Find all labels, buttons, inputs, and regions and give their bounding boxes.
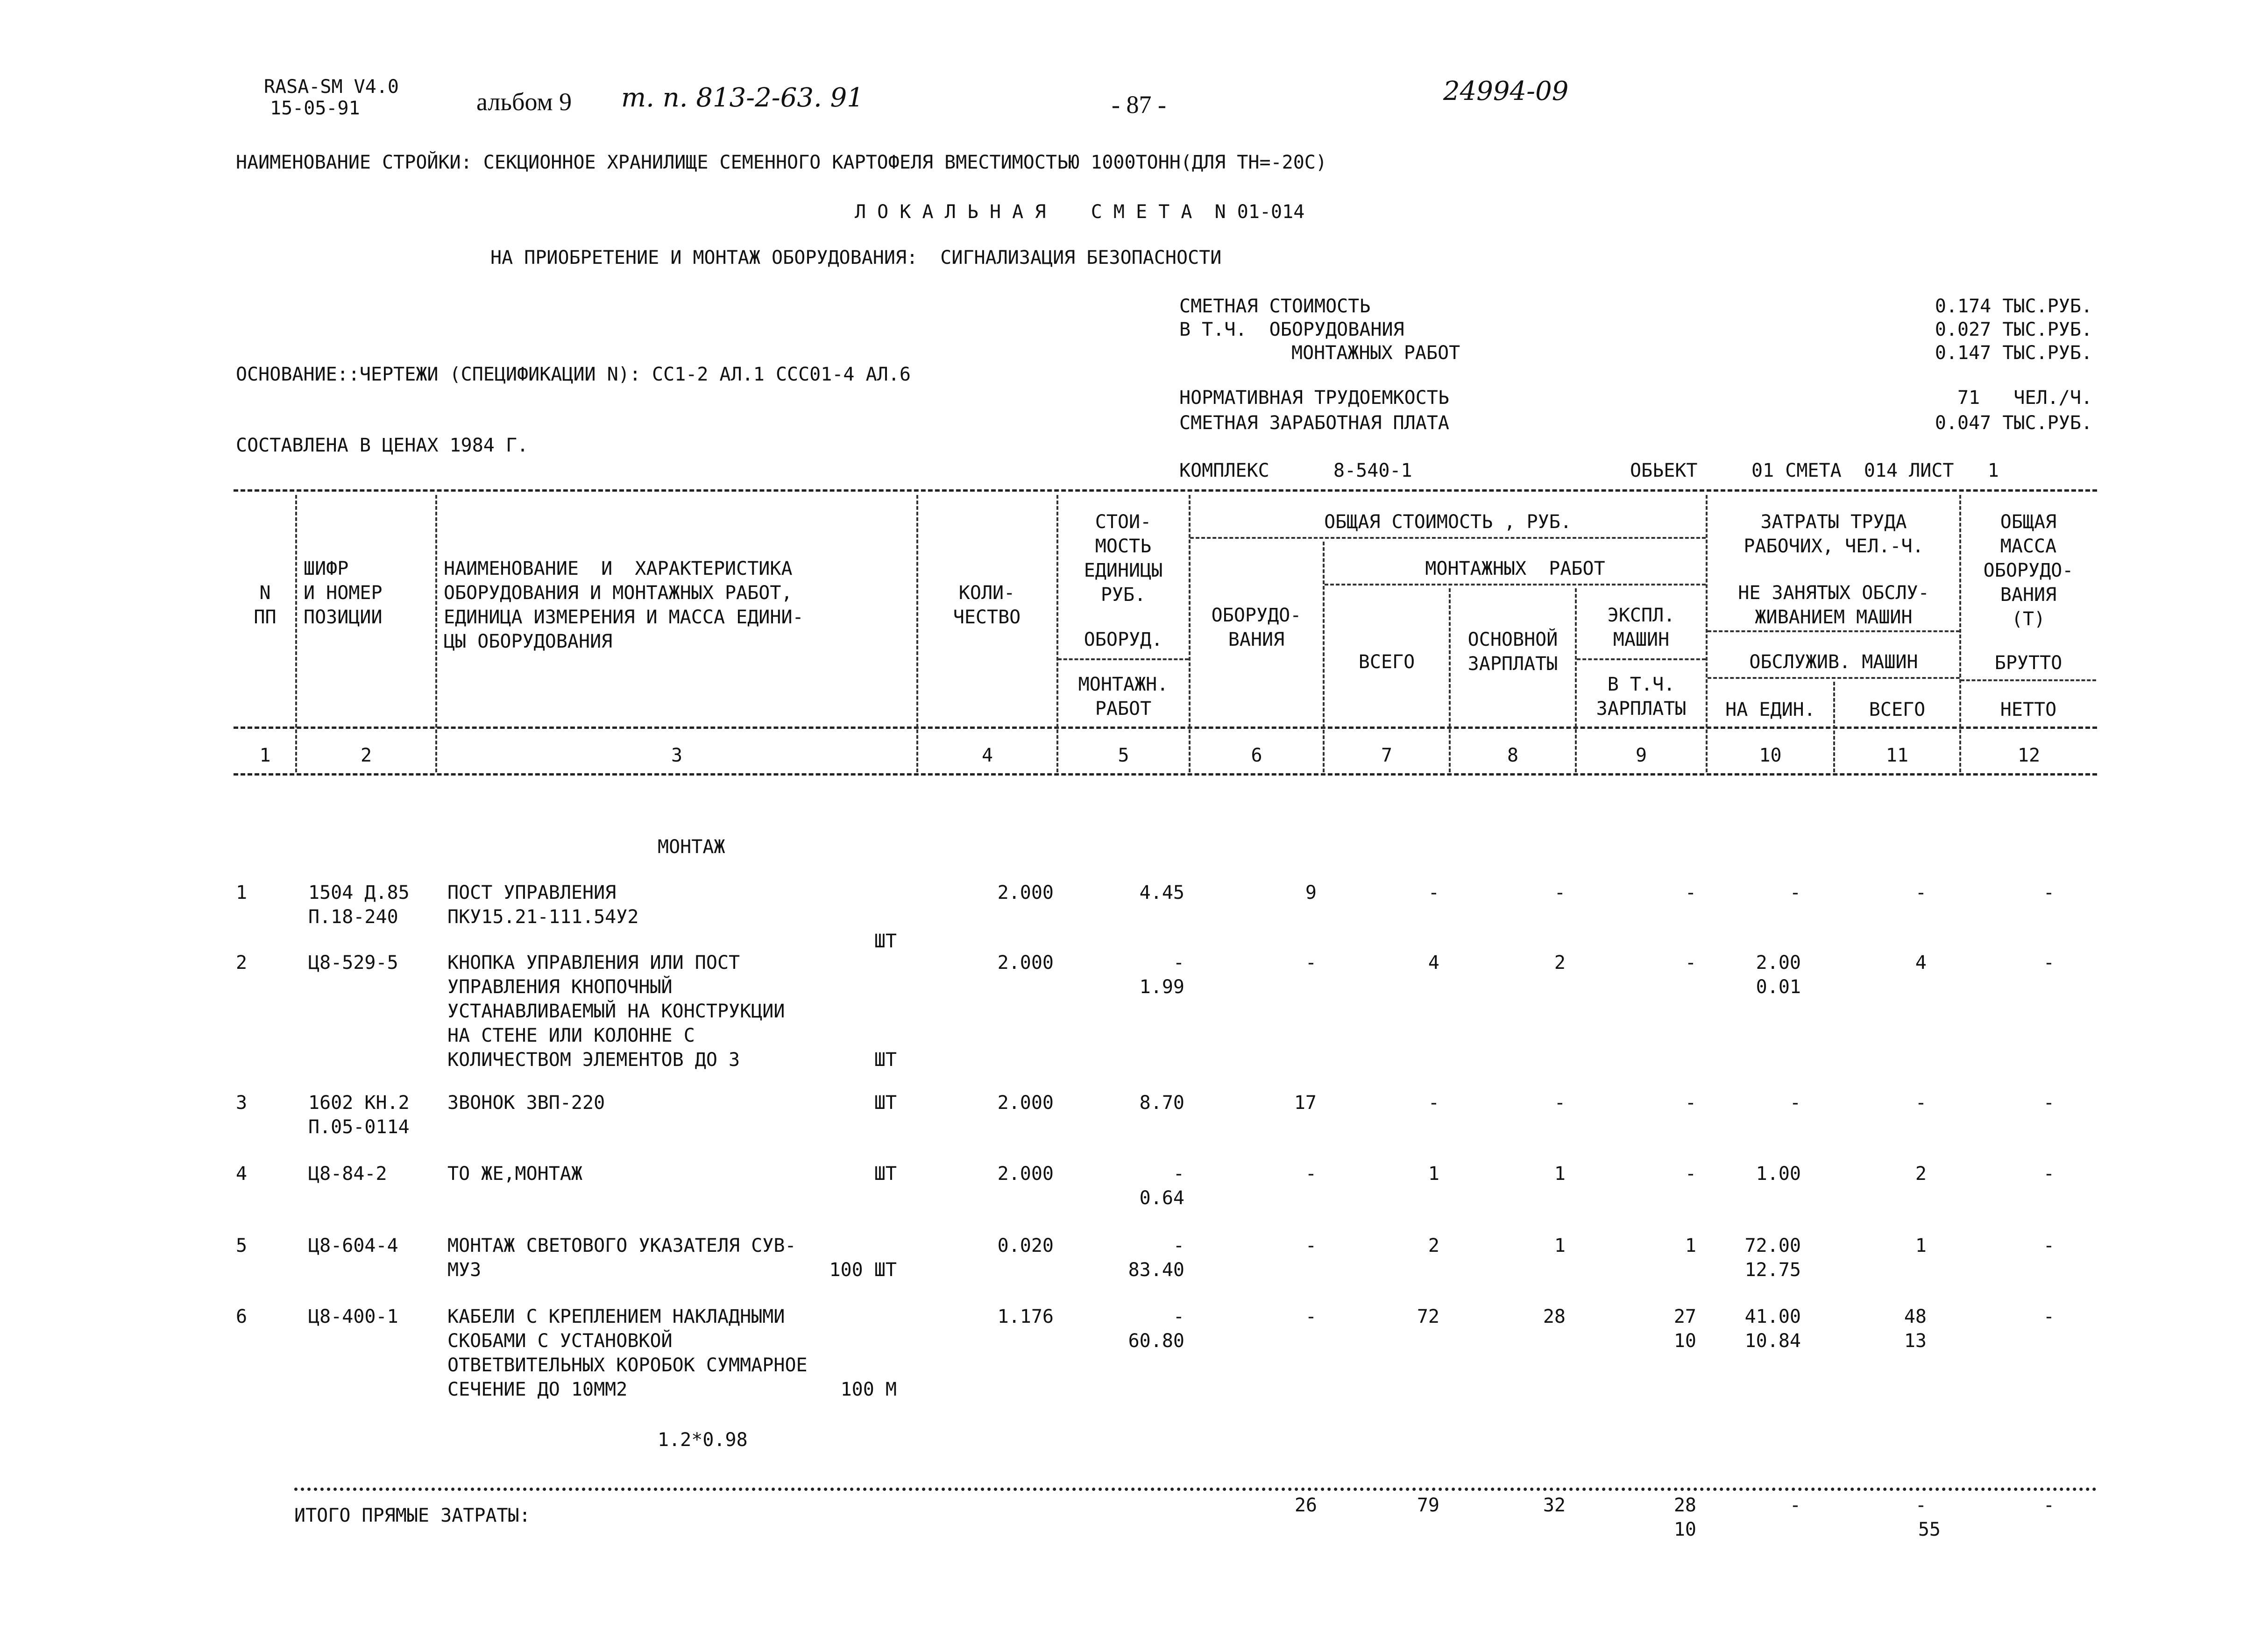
row-unit-cost: 8.70 (1139, 1092, 1184, 1114)
col-header-equipment: ОБОРУДО- ВАНИЯ (1211, 605, 1302, 650)
program-date: 15-05-91 (270, 98, 360, 119)
totals-total: 79 (1417, 1495, 1439, 1516)
prices-note: СОСТАВЛЕНА В ЦЕНАХ 1984 Г. (236, 435, 529, 456)
col-number: 10 (1759, 745, 1782, 766)
equipment-value: 0.027 ТЫС.РУБ. (1935, 319, 2092, 340)
row-quantity: 2.000 (997, 1163, 1054, 1185)
install-value: 0.147 ТЫС.РУБ. (1935, 342, 2092, 364)
col-header-labor: ЗАТРАТЫ ТРУДА РАБОЧИХ, ЧЕЛ.-Ч. (1744, 511, 1924, 557)
row-install-total: 2 (1428, 1235, 1439, 1256)
labor-label: НОРМАТИВНАЯ ТРУДОЕМКОСТЬ (1179, 387, 1449, 409)
col-header-n: N ПП (254, 582, 276, 628)
col-header-total-cost: ОБЩАЯ СТОИМОСТЬ , РУБ. (1324, 511, 1572, 533)
estimate-purpose: НА ПРИОБРЕТЕНИЕ И МОНТАЖ ОБОРУДОВАНИЯ: СИГНАЛИЗАЦИЯ БЕЗОПАСНОСТИ (490, 247, 1222, 268)
row-machines: 1 (1685, 1235, 1696, 1256)
row-labor-per-unit: 2.00 0.01 (1756, 952, 1801, 998)
row-quantity: 1.176 (997, 1306, 1054, 1327)
row-unit-cost: - 1.99 (1139, 952, 1184, 998)
program-name: RASA-SM V4.0 (264, 76, 399, 98)
row-labor-total: - (1915, 882, 1927, 903)
row-number: 4 (236, 1163, 248, 1185)
row-unit: ШТ (874, 1163, 897, 1185)
row-labor-total: 48 13 (1904, 1306, 1927, 1352)
col-header-per-unit: НА ЕДИН. (1725, 699, 1815, 720)
row-wage: - (1554, 1092, 1566, 1114)
row-wage: 28 (1543, 1306, 1566, 1327)
col-header-net: НЕТТО (2000, 699, 2057, 720)
row-machines: - (1685, 952, 1696, 974)
row-name: ЗВОНОК ЗВП-220 (447, 1092, 605, 1114)
table-header-rule (234, 727, 2097, 729)
row-name: ПОСТ УПРАВЛЕНИЯ ПКУ15.21-111.54У2 (447, 882, 639, 928)
row-code: Ц8-84-2 (308, 1163, 387, 1185)
complex-value: 8-540-1 (1333, 460, 1412, 481)
row-machines: - (1685, 1092, 1696, 1114)
col-number: 9 (1635, 745, 1647, 766)
header-subrule (1325, 584, 1706, 586)
row-wage: 1 (1554, 1163, 1566, 1185)
row-install-total: 72 (1417, 1306, 1439, 1327)
wage-value: 0.047 ТЫС.РУБ. (1935, 412, 2092, 434)
row-labor-per-unit: 1.00 (1756, 1163, 1801, 1185)
row-machines: 27 10 (1673, 1306, 1696, 1352)
col-header-labor-not-machines: НЕ ЗАНЯТЫХ ОБСЛУ- ЖИВАНИЕМ МАШИН (1738, 582, 1929, 628)
row-number: 5 (236, 1235, 248, 1256)
row-unit-cost: - 60.80 (1128, 1306, 1184, 1352)
col-header-unit-equip: ОБОРУД. (1084, 629, 1163, 650)
col-header-install-works: МОНТАЖНЫХ РАБОТ (1425, 558, 1605, 579)
header-subrule (1190, 537, 1706, 539)
col-header-qty: КОЛИ- ЧЕСТВО (953, 582, 1021, 628)
basis: ОСНОВАНИЕ::ЧЕРТЕЖИ (СПЕЦИФИКАЦИИ N): СС1-2 АЛ.1 ССС01-4 АЛ.6 (236, 364, 911, 385)
row-equipment-cost: - (1305, 952, 1317, 974)
estimate-title: Л О К А Л Ь Н А Я С М Е Т А N 01-014 (855, 201, 1305, 223)
col-number: 6 (1251, 745, 1262, 766)
col-number: 1 (259, 745, 271, 766)
col-sep (295, 495, 297, 772)
col-sep (435, 495, 437, 772)
row-install-total: - (1428, 882, 1439, 903)
cost-label: СМЕТНАЯ СТОИМОСТЬ (1179, 296, 1371, 317)
row-labor-total: 4 (1915, 952, 1927, 974)
row-unit: ШТ (874, 931, 897, 952)
col-header-labor-total: ВСЕГО (1869, 699, 1926, 720)
row-labor-per-unit: - (1789, 882, 1801, 903)
object-value: 01 СМЕТА 014 ЛИСТ 1 (1751, 460, 1999, 481)
row-code: Ц8-400-1 (308, 1306, 398, 1327)
quantity-formula: 1.2*0.98 (658, 1429, 748, 1451)
col-number: 7 (1381, 745, 1393, 766)
row-code: Ц8-604-4 (308, 1235, 398, 1256)
row-unit: 100 М (840, 1379, 897, 1400)
row-equipment-cost: 9 (1305, 882, 1317, 903)
totals-machines: 28 10 (1673, 1495, 1696, 1540)
col-header-machines: ЭКСПЛ. МАШИН (1607, 605, 1675, 650)
row-labor-total: 1 (1915, 1235, 1927, 1256)
cost-value: 0.174 ТЫС.РУБ. (1935, 296, 2092, 317)
row-labor-total: - (1915, 1092, 1927, 1114)
row-number: 1 (236, 882, 248, 903)
row-name: ТО ЖЕ,МОНТАЖ (447, 1163, 582, 1185)
col-header-unit-install: МОНТАЖН. РАБОТ (1078, 674, 1169, 720)
complex-label: КОМПЛЕКС (1179, 460, 1269, 481)
row-wage: - (1554, 882, 1566, 903)
col-header-gross: БРУТТО (1994, 652, 2062, 674)
row-code: Ц8-529-5 (308, 952, 398, 974)
row-machines: - (1685, 882, 1696, 903)
row-install-total: 1 (1428, 1163, 1439, 1185)
row-mass: - (2043, 1235, 2055, 1256)
col-header-labor-machines: ОБСЛУЖИВ. МАШИН (1749, 651, 1918, 673)
row-quantity: 2.000 (997, 1092, 1054, 1114)
col-number: 11 (1885, 745, 1909, 766)
col-header-name: НАИМЕНОВАНИЕ И ХАРАКТЕРИСТИКА ОБОРУДОВАНИЯ И МОНТАЖНЫХ РАБОТ, ЕДИНИЦА ИЗМЕРЕНИЯ И МАССА ЕДИНИ- ЦЫ ОБОРУДОВАНИЯ (444, 558, 804, 652)
row-quantity: 0.020 (997, 1235, 1054, 1256)
row-unit: ШТ (874, 1049, 897, 1071)
row-install-total: 4 (1428, 952, 1439, 974)
construction-title: НАИМЕНОВАНИЕ СТРОЙКИ: СЕКЦИОННОЕ ХРАНИЛИЩЕ СЕМЕННОГО КАРТОФЕЛЯ ВМЕСТИМОСТЬЮ 1000ТОНН(ДЛЯ ТН=-20С) (236, 152, 1327, 173)
row-name: МОНТАЖ СВЕТОВОГО УКАЗАТЕЛЯ СУВ- МУЗ (447, 1235, 796, 1281)
row-mass: - (2043, 1163, 2055, 1185)
totals-per-unit: - (1789, 1495, 1801, 1516)
row-equipment-cost: - (1305, 1163, 1317, 1185)
row-number: 2 (236, 952, 248, 974)
row-labor-per-unit: 41.00 10.84 (1744, 1306, 1801, 1352)
album-handwritten: т. п. 813-2-63. 91 (621, 83, 864, 113)
row-number: 3 (236, 1092, 248, 1114)
header-subrule (1961, 679, 2096, 681)
col-header-code: ШИФР И НОМЕР ПОЗИЦИИ (304, 558, 383, 628)
row-equipment-cost: 17 (1294, 1092, 1317, 1114)
row-machines: - (1685, 1163, 1696, 1185)
table-number-rule (234, 773, 2097, 776)
wage-label: СМЕТНАЯ ЗАРАБОТНАЯ ПЛАТА (1179, 412, 1449, 434)
row-name: КАБЕЛИ С КРЕПЛЕНИЕМ НАКЛАДНЫМИ СКОБАМИ С УСТАНОВКОЙ ОТВЕТВИТЕЛЬНЫХ КОРОБОК СУММАРНОЕ СЕЧЕНИЕ ДО 10ММ2 (447, 1306, 808, 1400)
table-top-rule (234, 489, 2097, 492)
row-wage: 2 (1554, 952, 1566, 974)
labor-value: 71 ЧЕЛ./Ч. (1957, 387, 2092, 409)
object-label: ОБЬЕКТ (1630, 460, 1698, 481)
row-wage: 1 (1554, 1235, 1566, 1256)
totals-label: ИТОГО ПРЯМЫЕ ЗАТРАТЫ: (294, 1505, 531, 1526)
row-mass: - (2043, 882, 2055, 903)
row-quantity: 2.000 (997, 952, 1054, 974)
col-number: 4 (981, 745, 993, 766)
row-unit: 100 ШТ (829, 1259, 897, 1281)
install-label: МОНТАЖНЫХ РАБОТ (1291, 342, 1460, 364)
col-header-total: ВСЕГО (1358, 651, 1415, 673)
row-unit-cost: - 0.64 (1139, 1163, 1184, 1209)
col-number: 3 (671, 745, 683, 766)
col-header-mass: ОБЩАЯ МАССА ОБОРУДО- ВАНИЯ (Т) (1983, 511, 2074, 630)
header-subrule (1058, 658, 1189, 660)
row-equipment-cost: - (1305, 1235, 1317, 1256)
row-mass: - (2043, 952, 2055, 974)
col-number: 5 (1118, 745, 1129, 766)
row-name: КНОПКА УПРАВЛЕНИЯ ИЛИ ПОСТ УПРАВЛЕНИЯ КНОПОЧНЫЙ УСТАНАВЛИВАЕМЫЙ НА КОНСТРУКЦИИ НА СТЕНЕ ИЛИ КОЛОННЕ С КОЛИЧЕСТВОМ ЭЛЕМЕНТОВ ДО 3 (447, 952, 785, 1071)
row-labor-total: 2 (1915, 1163, 1927, 1185)
row-equipment-cost: - (1305, 1306, 1317, 1327)
row-mass: - (2043, 1306, 2055, 1327)
document-number: 24994-09 (1443, 76, 1569, 106)
col-sep (916, 495, 918, 772)
totals-rule (294, 1488, 2097, 1491)
header-subrule (1708, 677, 1960, 679)
incl-equipment-label: В Т.Ч. ОБОРУДОВАНИЯ (1179, 319, 1404, 340)
row-unit-cost: - 83.40 (1128, 1235, 1184, 1281)
col-header-machine-wage: В Т.Ч. ЗАРПЛАТЫ (1596, 674, 1687, 720)
row-mass: - (2043, 1092, 2055, 1114)
totals-labor: 55 (1918, 1519, 1941, 1540)
row-labor-per-unit: 72.00 12.75 (1744, 1235, 1801, 1281)
header-subrule (1577, 658, 1706, 660)
row-code: 1504 Д.85 П.18-240 (308, 882, 410, 928)
col-header-wage: ОСНОВНОЙ ЗАРПЛАТЫ (1467, 629, 1558, 675)
totals-wage: 32 (1543, 1495, 1566, 1516)
section-title: МОНТАЖ (658, 836, 725, 858)
totals-mass: - (2043, 1495, 2055, 1516)
col-number: 12 (2017, 745, 2041, 766)
album-label: альбом 9 (476, 88, 572, 116)
row-quantity: 2.000 (997, 882, 1054, 903)
header-subrule (1708, 630, 1960, 632)
row-labor-per-unit: - (1789, 1092, 1801, 1114)
row-unit: ШТ (874, 1092, 897, 1114)
totals-labor-dash: - (1915, 1495, 1927, 1516)
row-code: 1602 КН.2 П.05-0114 (308, 1092, 410, 1138)
col-number: 8 (1507, 745, 1519, 766)
col-number: 2 (360, 745, 372, 766)
row-number: 6 (236, 1306, 248, 1327)
col-header-unit-cost: СТОИ- МОСТЬ ЕДИНИЦЫ РУБ. (1084, 511, 1163, 606)
row-unit-cost: 4.45 (1139, 882, 1184, 903)
row-install-total: - (1428, 1092, 1439, 1114)
totals-equipment: 26 (1294, 1495, 1317, 1516)
page-number: - 87 - (1112, 91, 1166, 119)
